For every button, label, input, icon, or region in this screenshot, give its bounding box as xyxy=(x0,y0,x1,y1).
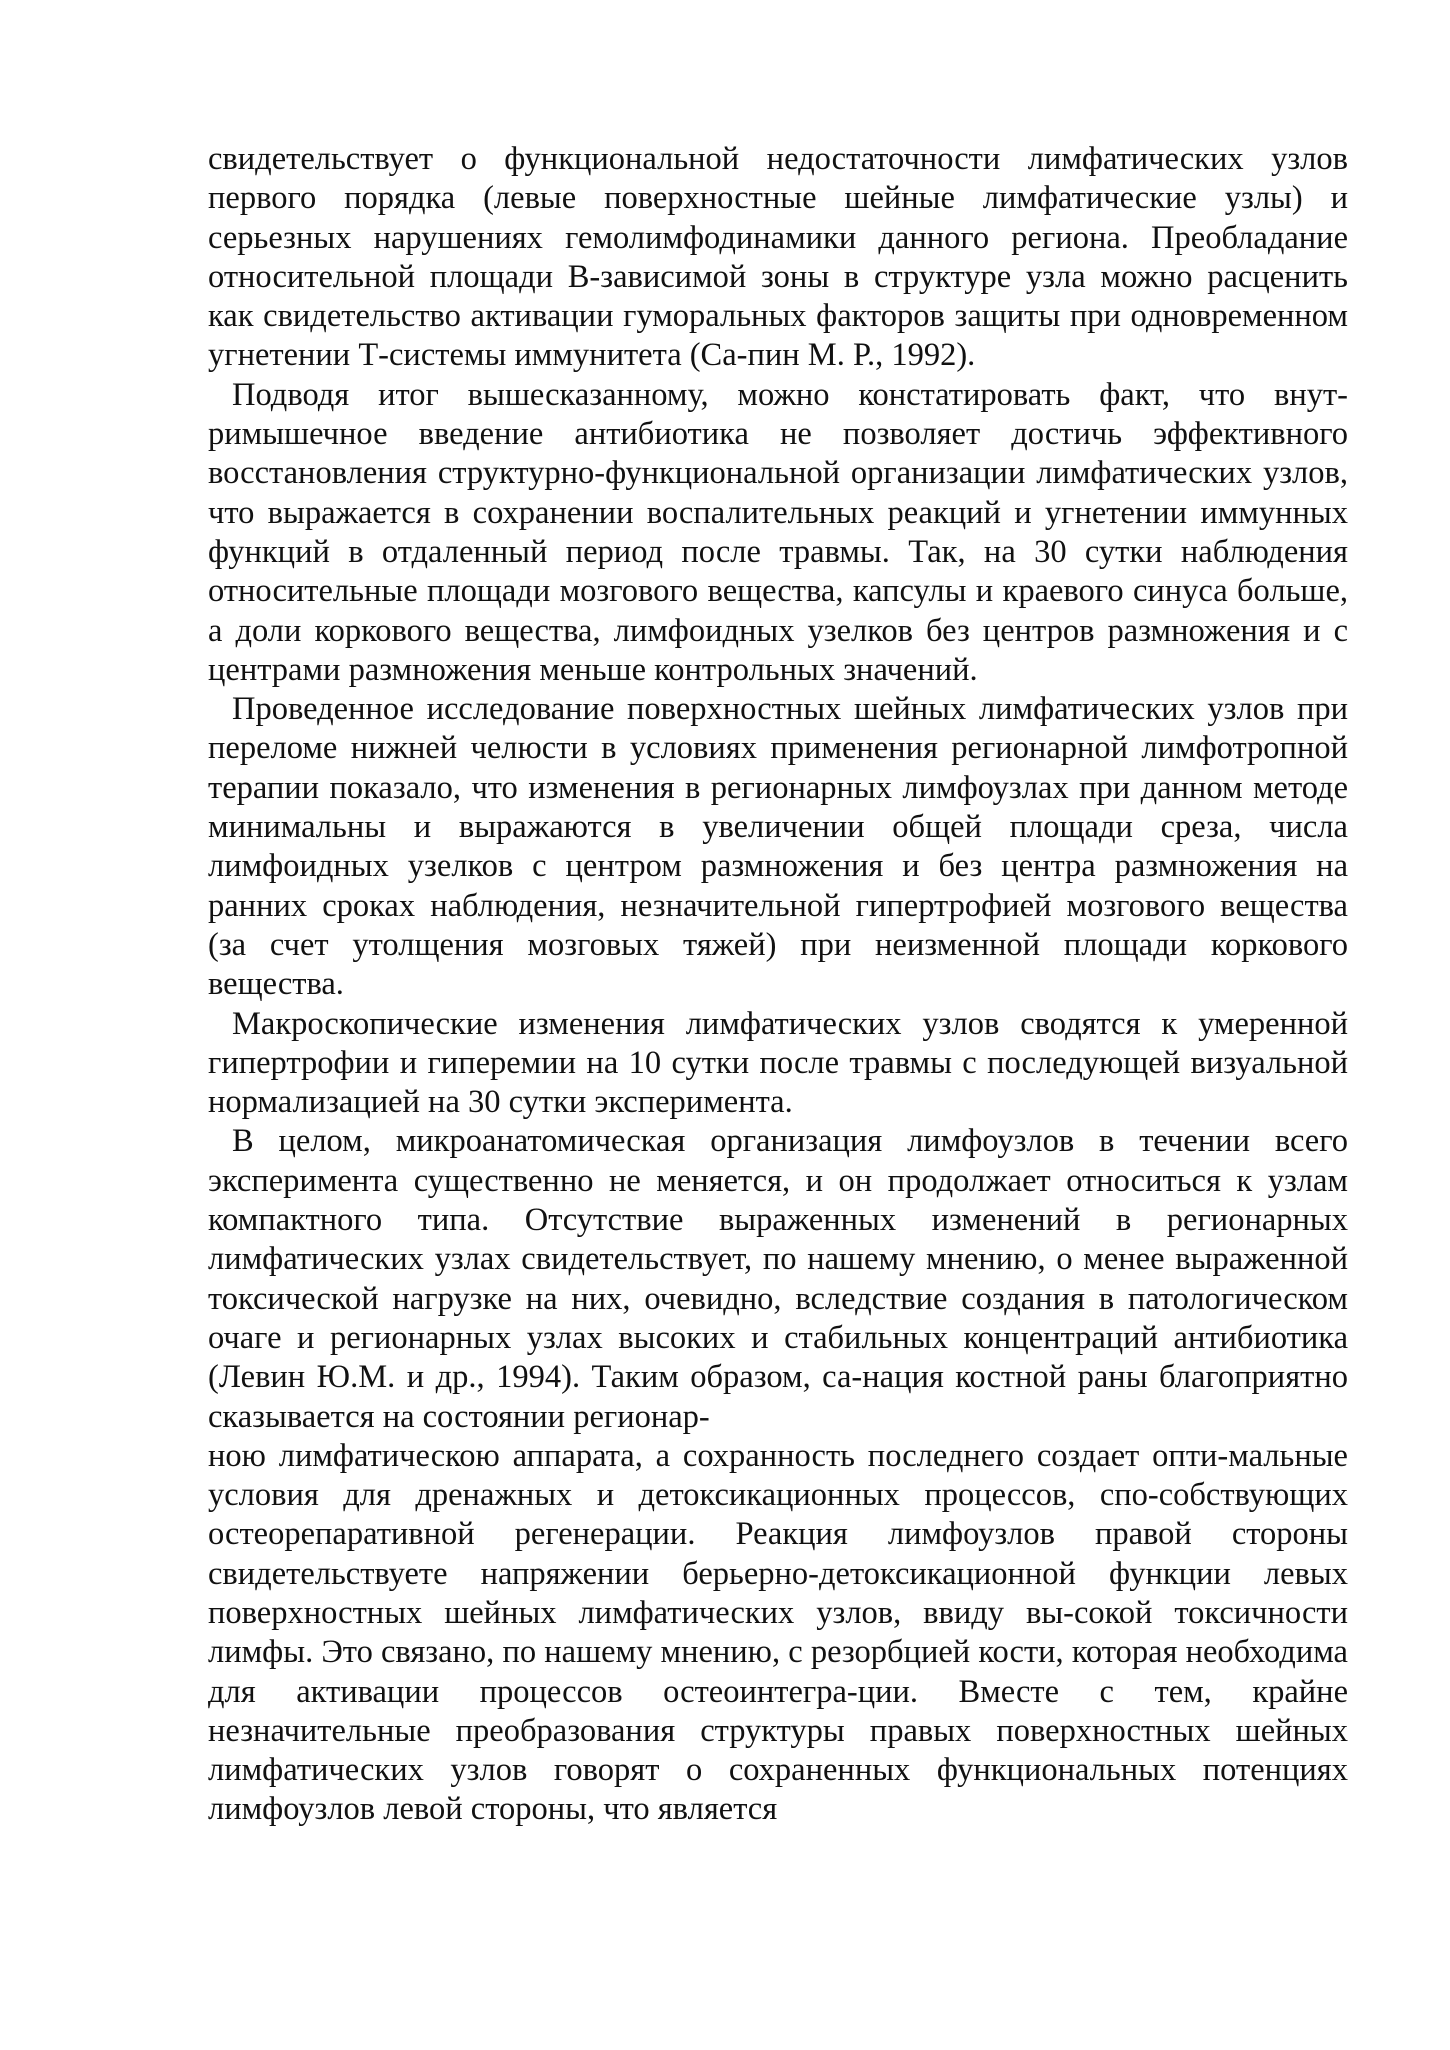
document-body xyxy=(208,140,1348,1830)
paragraph-summary: Подводя итог вышесказанному, можно констатировать факт, что внут-римышечное введение антибиотика не позволяет достичь эффективного восстановления структурно-функциональной организации лимфатических узлов, что выражается в сохранении воспалительных реакций и угнетении иммунных функций в отдаленный период после травмы. Так, на 30 сутки наблюдения относительные площади мозгового вещества, капсулы и краевого синуса больше, а доли коркового вещества, лимфоидных узелков без центров размножения и с центрами размножения меньше контрольных значений. xyxy=(208,376,1348,688)
paragraph-overall: В целом, микроанатомическая организация лимфоузлов в течении всего эксперимента существенно не меняется, и он продолжает относиться к узлам компактного типа. Отсутствие выраженных изменений в регионарных лимфатических узлах свидетельствует, по нашему мнению, о менее выраженной токсической нагрузке на них, очевидно, вследствие создания в патологическом очаге и регионарных узлах высоких и стабильных концентраций антибиотика (Левин Ю.М. и др., 1994). Таким образом, са-нация костной раны благоприятно сказывается на состоянии регионар- xyxy=(208,1123,1348,1435)
paragraph-study: Проведенное исследование поверхностных шейных лимфатических узлов при переломе нижней челюсти в условиях применения регионарной лимфотропной терапии показало, что изменения в регионарных лимфоузлах при данном методе минимальны и выражаются в увеличении общей площади среза, числа лимфоидных узелков с центром размножения и без центра размножения на ранних сроках наблюдения, незначительной гипертрофией мозгового вещества (за счет утолщения мозговых тяжей) при неизменной площади коркового вещества. xyxy=(208,691,1348,1003)
paragraph-macroscopic: Макроскопические изменения лимфатических узлов сводятся к умеренной гипертрофии и гиперемии на 10 сутки после травмы с последующей визуальной нормализацией на 30 сутки эксперимента. xyxy=(208,1005,1348,1121)
paragraph-continued-line: ною лимфатическою аппарата, а сохранность последнего создает опти-мальные условия для дренажных и детоксикационных процессов, спо-собствующих остеорепаративной регенерации. Реакция лимфоузлов правой стороны свидетельствуете напряжении берьерно-детоксикационной функции левых поверхностных шейных лимфатических узлов, ввиду вы-сокой токсичности лимфы. Это связано, по нашему мнению, с резорбцией кости, которая необходима для активации процессов остеоинтегра-ции. Вместе с тем, крайне незначительные преобразования структуры правых поверхностных шейных лимфатических узлов говорят о сохраненных функциональных потенциях лимфоузлов левой стороны, что является xyxy=(208,1437,1348,1828)
paragraph-continuation: свидетельствует о функциональной недостаточности лимфатических узлов первого порядка (левые поверхностные шейные лимфатические узлы) и серьезных нарушениях гемолимфодинамики данного региона. Преобладание относительной площади В-зависимой зоны в структуре узла можно расценить как свидетельство активации гуморальных факторов защиты при одновременном угнетении Т-системы иммунитета (Са-пин М. Р., 1992). xyxy=(208,141,1348,374)
